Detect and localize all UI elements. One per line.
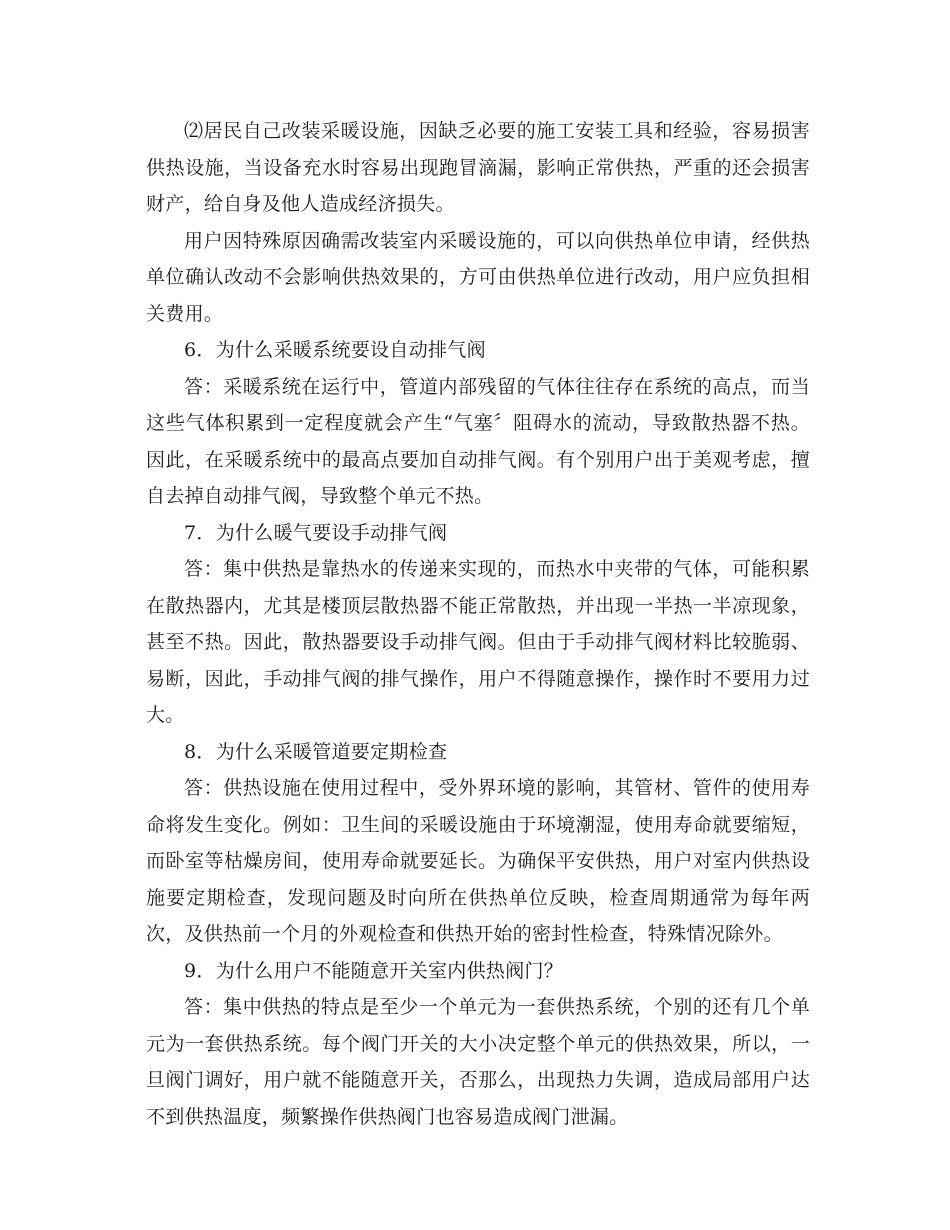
question-9-heading: 9．为什么用户不能随意开关室内供热阀门？ xyxy=(184,959,564,982)
answer-9-paragraph: 答：集中供热的特点是至少一个单元为一套供热系统，个别的还有几个单元为一套供热系统。每个阀门开关的大小决定整个单元的供热效果，所以，一旦阀门调好，用户就不能随意开关，否那么，出现热力失调，造成局部用户达不到供热温度，频繁操作供热阀门也容易造成阀门泄漏。 xyxy=(146,996,810,1128)
question-7-heading: 7．为什么暖气要设手动排气阀 xyxy=(184,521,448,544)
answer-8-paragraph: 答：供热设施在使用过程中，受外界环境的影响，其管材、管件的使用寿命将发生变化。例如：卫生间的采暖设施由于环境潮湿，使用寿命就要缩短，而卧室等枯燥房间，使用寿命就要延长。为确保平安供热，用户对室内供热设施要定期检查，发现问题及时向所在供热单位反映，检查周期通常为每年两次，及供热前一个月的外观检查和供热开始的密封性检查，特殊情况除外。 xyxy=(146,777,810,945)
answer-6-paragraph: 答：采暖系统在运行中，管道内部残留的气体往往存在系统的高点，而当这些气体积累到一定程度就会产生“气塞〞阻碍水的流动，导致散热器不热。因此，在采暖系统中的最高点要加自动排气阀。有个别用户出于美观考虑，擅自去掉自动排气阀，导致整个单元不热。 xyxy=(146,375,810,507)
document-body xyxy=(146,113,810,1135)
question-6-heading: 6．为什么采暖系统要设自动排气阀 xyxy=(184,339,486,361)
answer-7-paragraph: 答：集中供热是靠热水的传递来实现的，而热水中夹带的气体，可能积累在散热器内，尤其是楼顶层散热器不能正常散热，并出现一半热一半凉现象，甚至不热。因此，散热器要设手动排气阀。但由于手动排气阀材料比较脆弱、易断，因此，手动排气阀的排气操作，用户不得随意操作，操作时不要用力过大。 xyxy=(146,558,810,726)
question-8-heading: 8．为什么采暖管道要定期检查 xyxy=(184,740,448,763)
paragraph-self-modification-risk: ⑵居民自己改装采暖设施，因缺乏必要的施工安装工具和经验，容易损害供热设施，当设备充水时容易出现跑冒滴漏，影响正常供热，严重的还会损害财产，给自身及他人造成经济损失。 xyxy=(146,120,810,215)
paragraph-modification-application: 用户因特殊原因确需改装室内采暖设施的，可以向供热单位申请，经供热单位确认改动不会影响供热效果的，方可由供热单位进行改动，用户应负担相关费用。 xyxy=(146,229,810,325)
